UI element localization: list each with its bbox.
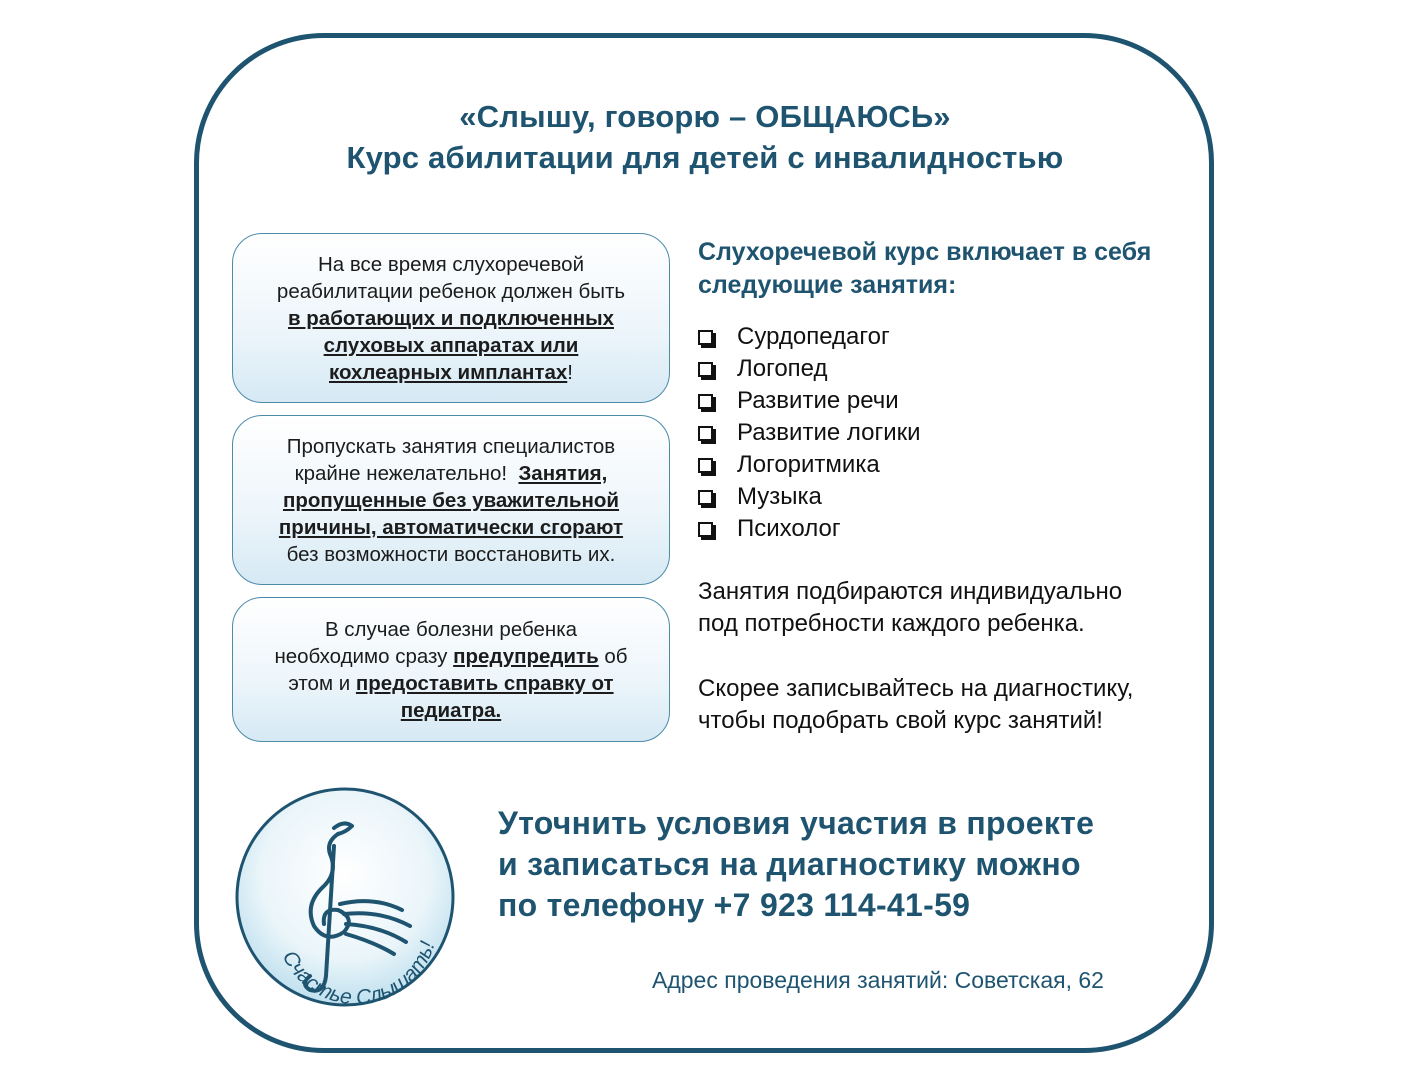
box3-text-4: этом и [288, 671, 351, 695]
course-item-label: Логопед [737, 355, 828, 382]
list-item [698, 513, 921, 545]
box3-text-1: В случае болезни ребенка [324, 617, 578, 641]
signup-note-line-2: чтобы подобрать свой курс занятий! [698, 707, 1103, 734]
box2-text-2: крайне нежелательно! [294, 461, 508, 485]
info-box-aids [232, 233, 670, 403]
checkbox-icon [698, 458, 713, 473]
checkbox-icon [698, 362, 713, 377]
course-heading-line-2: следующие занятия: [698, 271, 957, 299]
logo-text: Счастье Слышать! [277, 938, 440, 1008]
individual-note-line-1: Занятия подбираются индивидуально [698, 578, 1123, 605]
course-heading [698, 236, 1198, 302]
course-item-label: Развитие речи [737, 387, 899, 414]
title-line-2: Курс абилитации для детей с инвалидностью [346, 140, 1064, 175]
box1-bold-2: слуховых аппаратах или [323, 333, 579, 357]
contact-line-1: Уточнить условия участия в проекте [498, 805, 1095, 841]
box1-text-3: ! [567, 360, 573, 384]
list-item [698, 385, 921, 417]
checkbox-icon [698, 330, 713, 345]
box3-bold-2: предоставить справку от [355, 671, 614, 695]
box1-bold-3: кохлеарных имплантах [329, 360, 568, 384]
contact-line-2: и записаться на диагностику можно [498, 846, 1081, 882]
box2-text-1: Пропускать занятия специалистов [286, 434, 616, 458]
list-item [698, 449, 921, 481]
individual-note [698, 576, 1188, 640]
checkbox-icon [698, 522, 713, 537]
contact-phone: по телефону +7 923 114-41-59 [498, 887, 971, 923]
course-item-label: Логоритмика [737, 451, 880, 478]
course-list [698, 321, 921, 545]
title-line-1: «Слышу, говорю – ОБЩАЮСЬ» [459, 99, 951, 134]
box2-bold-3: причины, автоматически сгорают [278, 515, 624, 539]
list-item [698, 417, 921, 449]
signup-note-line-1: Скорее записывайтесь на диагностику, [698, 675, 1134, 702]
box2-bold-1: Занятия, [518, 461, 608, 485]
checkbox-icon [698, 426, 713, 441]
signup-note [698, 673, 1188, 737]
box3-bold-1: предупредить [453, 644, 599, 668]
contact-info [498, 803, 1188, 926]
info-box-absence [232, 415, 670, 585]
course-item-label: Психолог [737, 515, 841, 542]
address: Адрес проведения занятий: Советская, 62 [652, 967, 1104, 993]
checkbox-icon [698, 490, 713, 505]
list-item [698, 353, 921, 385]
course-item-label: Музыка [737, 483, 822, 510]
box3-text-3: об [604, 644, 628, 668]
info-box-illness [232, 597, 670, 742]
list-item [698, 321, 921, 353]
box3-text-2: необходимо сразу [274, 644, 448, 668]
checkbox-icon [698, 394, 713, 409]
box1-bold-1: в работающих и подключенных [287, 306, 614, 330]
course-item-label: Развитие логики [737, 419, 921, 446]
box3-bold-3: педиатра. [400, 698, 502, 722]
individual-note-line-2: под потребности каждого ребенка. [698, 610, 1085, 637]
list-item [698, 481, 921, 513]
treble-clef-bird-icon [234, 786, 456, 1008]
box2-text-3: без возможности восстановить их. [286, 542, 616, 566]
course-item-label: Сурдопедагог [737, 323, 890, 350]
page-title [200, 96, 1210, 178]
box1-text-1: На все время слухоречевой [317, 252, 585, 276]
course-heading-line-1: Слухоречевой курс включает в себя [698, 238, 1152, 266]
box1-text-2: реабилитации ребенок должен быть [276, 279, 626, 303]
box2-bold-2: пропущенные без уважительной [282, 488, 620, 512]
